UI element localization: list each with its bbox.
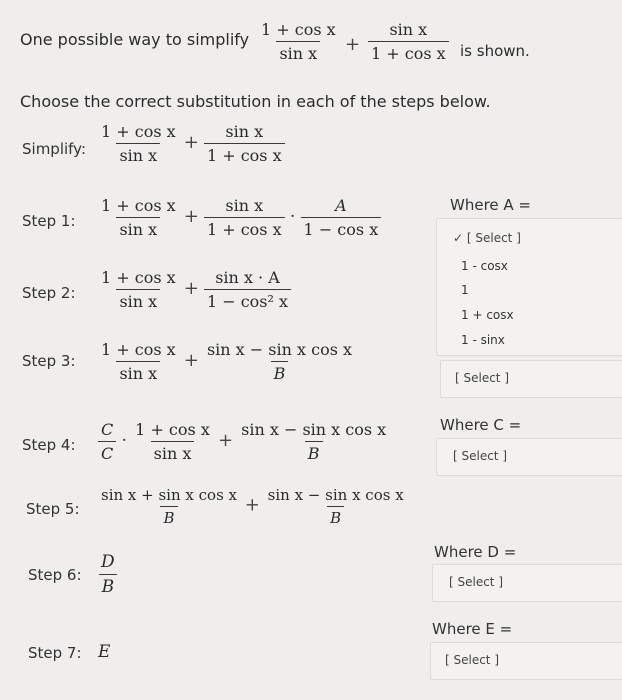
dropdown-a-option[interactable]: 1 + cosx: [461, 308, 514, 322]
where-d-label: Where D =: [434, 543, 517, 561]
denominator: 1 + cos x: [368, 41, 449, 63]
simplify-expression: [98, 122, 285, 165]
step-7-expression: E: [98, 642, 111, 662]
dropdown-d[interactable]: [432, 564, 622, 602]
step-5-label: Step 5:: [26, 500, 80, 518]
where-c-label: Where C =: [440, 416, 522, 434]
denominator: 1 + cos x: [204, 143, 285, 165]
numerator: 1 + cos x: [101, 122, 176, 141]
plus-sign: +: [183, 278, 199, 299]
dropdown-b[interactable]: [440, 360, 622, 398]
step-6-label: Step 6:: [28, 566, 82, 584]
step-7-label: Step 7:: [28, 644, 82, 662]
dropdown-a-menu[interactable]: [436, 218, 622, 356]
dropdown-e[interactable]: [430, 642, 622, 680]
dropdown-c-selected[interactable]: [ Select ]: [453, 449, 508, 463]
plus-sign: +: [183, 350, 199, 371]
step-5-expression: [98, 486, 407, 527]
denominator: B: [327, 506, 344, 527]
denominator: 1 − cos² x: [204, 289, 291, 311]
step-6-expression: [98, 552, 118, 597]
plus-sign: +: [183, 132, 199, 153]
where-e-label: Where E =: [432, 620, 513, 638]
plus-sign: +: [345, 34, 361, 55]
numerator: C: [101, 420, 114, 439]
where-a-label: Where A =: [450, 196, 531, 214]
numerator: 1 + cos x: [101, 268, 176, 287]
denominator: sin x: [276, 41, 320, 63]
numerator: 1 + cos x: [101, 196, 176, 215]
numerator: sin x: [225, 122, 264, 141]
numerator: sin x − sin x cos x: [267, 486, 404, 504]
numerator: sin x − sin x cos x: [206, 340, 353, 359]
numerator: sin x + sin x cos x: [101, 486, 237, 504]
denominator: sin x: [116, 361, 160, 383]
denominator: sin x: [151, 441, 195, 463]
step-1-label: Step 1:: [22, 212, 76, 230]
denominator: B: [160, 506, 177, 527]
denominator: sin x: [116, 289, 160, 311]
dropdown-a-selected[interactable]: ✓ [ Select ]: [453, 231, 521, 245]
step-3-label: Step 3:: [22, 352, 76, 370]
intro-prefix: One possible way to simplify: [20, 30, 250, 49]
numerator: sin x − sin x cos x: [241, 420, 387, 439]
denominator: B: [99, 574, 118, 597]
step-4-label: Step 4:: [22, 436, 76, 454]
dropdown-d-selected[interactable]: [ Select ]: [449, 575, 504, 589]
numerator: sin x: [389, 20, 428, 39]
step-2-label: Step 2:: [22, 284, 76, 302]
plus-sign: +: [217, 430, 234, 451]
step-1-expression: [98, 196, 381, 239]
plus-sign: +: [244, 494, 260, 516]
dot-operator: ·: [289, 206, 296, 227]
dropdown-e-selected[interactable]: [ Select ]: [445, 653, 500, 667]
denominator: 1 − cos x: [301, 217, 382, 239]
intro-fraction-1: [258, 20, 339, 63]
numerator: 1 + cos x: [101, 340, 176, 359]
numerator: sin x: [225, 196, 264, 215]
dropdown-a-option[interactable]: 1 - sinx: [461, 333, 505, 347]
intro-suffix: is shown.: [460, 42, 530, 60]
instruction-text: Choose the correct substitution in each of the steps below.: [20, 92, 491, 111]
dropdown-a-option[interactable]: 1 - cosx: [461, 259, 508, 273]
plus-sign: +: [183, 206, 199, 227]
step-2-expression: [98, 268, 291, 311]
step-4-expression: [98, 420, 389, 463]
dropdown-b-selected[interactable]: [ Select ]: [455, 371, 510, 385]
denominator: C: [98, 441, 116, 463]
numerator: 1 + cos x: [261, 20, 336, 39]
step-3-expression: [98, 340, 355, 383]
denominator: B: [305, 441, 323, 463]
denominator: 1 + cos x: [204, 217, 285, 239]
numerator: 1 + cos x: [135, 420, 210, 439]
dropdown-c[interactable]: [436, 438, 622, 476]
dropdown-a-option[interactable]: 1: [461, 283, 469, 297]
denominator: sin x: [116, 217, 160, 239]
numerator: D: [101, 552, 115, 572]
numerator: sin x · A: [215, 268, 280, 287]
dot-operator: ·: [121, 430, 128, 451]
denominator: B: [271, 361, 289, 383]
denominator: sin x: [116, 143, 160, 165]
simplify-label: Simplify:: [22, 140, 87, 158]
intro-fraction-2: [368, 20, 449, 63]
numerator: A: [335, 196, 347, 215]
